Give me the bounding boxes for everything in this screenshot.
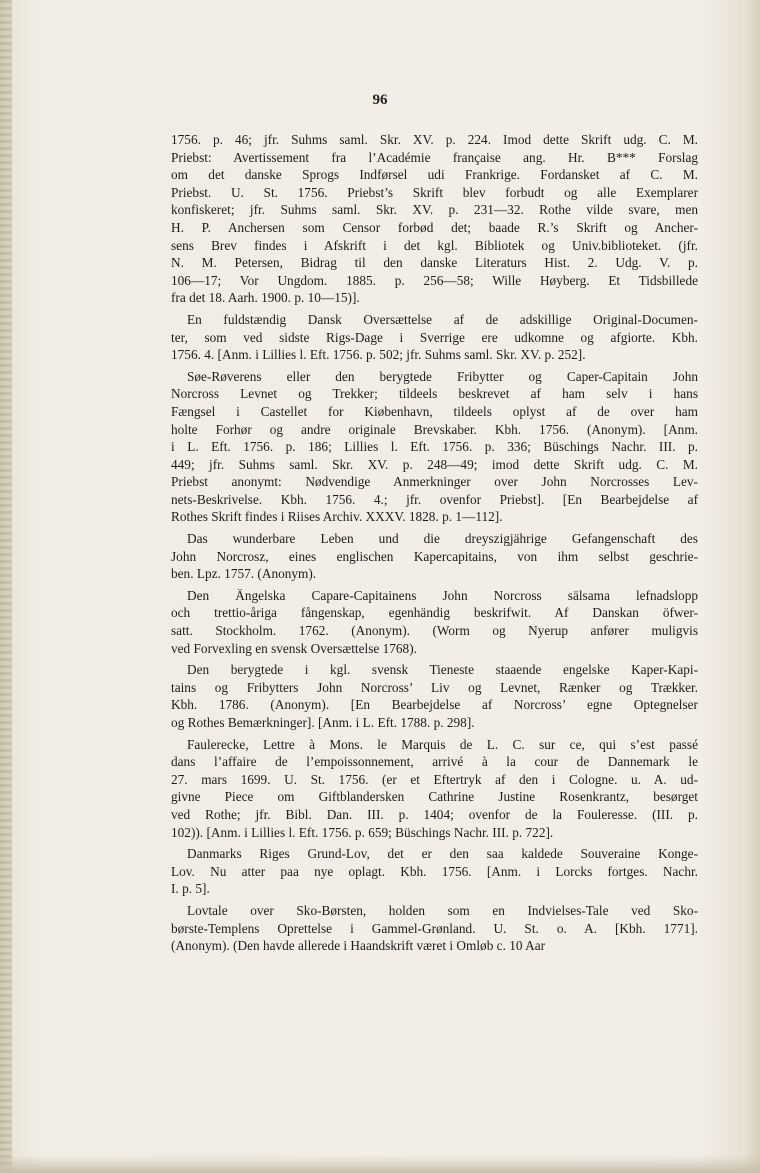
page-binding-edge: [0, 0, 12, 1173]
text-line: holte Forhør og andre originale Brevskaber. Kbh. 1756. (Anonym). [Anm.: [171, 421, 698, 437]
text-line: och trettio-åriga fångenskap, egenhändig beskrifwit. Af Danskan öfwer-: [171, 605, 698, 621]
bibliography-entry: [171, 368, 698, 526]
page-bottom-edge: [0, 1155, 760, 1173]
text-line: Søe-Røverens eller den berygtede Fribytter og Caper-Capitain John: [187, 368, 698, 384]
text-line: i L. Eft. 1756. p. 186; Lillies l. Eft. 1756. p. 336; Büschings Nachr. III. p.: [171, 439, 698, 455]
text-line: Norcross Levnet og Trekker; tildeels beskrevet af ham selv i hans: [171, 386, 698, 402]
text-line: John Norcrosz, eines englischen Kapercapitains, von ihm selbst geschrie-: [171, 548, 698, 564]
text-line: sens Brev findes i Afskrift i det kgl. Bibliotek og Univ.biblioteket. (jfr.: [171, 237, 698, 253]
text-line: Lovtale over Sko-Børsten, holden som en Indvielses-Tale ved Sko-: [187, 902, 698, 918]
text-line: ved Forvexling en svensk Oversættelse 1768).: [171, 640, 417, 656]
text-line: tains og Fribytters John Norcross’ Liv og Levnet, Rænker og Trækker.: [171, 679, 698, 695]
text-line: 27. mars 1699. U. St. 1756. (er et Eftertryk af den i Cologne. u. A. ud-: [171, 771, 698, 787]
bibliography-entry: [171, 736, 698, 842]
bibliography-entry: [171, 131, 698, 307]
text-line: Priebst. U. St. 1756. Priebst’s Skrift blev forbudt og alle Exemplarer: [171, 184, 698, 200]
text-line: (Anonym). (Den havde allerede i Haandskrift været i Omløb c. 10 Aar: [171, 938, 546, 954]
text-line: dans l’affaire de l’empoissonnement, arrivé à la cour de Dannemark le: [171, 754, 698, 770]
text-line: Priebst: Avertissement fra l’Académie française ang. Hr. B*** Forslag: [171, 149, 698, 165]
bibliography-entry: [171, 661, 698, 731]
text-line: I. p. 5].: [171, 881, 210, 897]
text-line: H. P. Anchersen som Censor forbød det; baade R.’s Skrift og Ancher-: [171, 219, 698, 235]
text-line: N. M. Petersen, Bidrag til den danske Literaturs Hist. 2. Udg. V. p.: [171, 255, 698, 271]
text-line: Den Ängelska Capare-Capitainens John Norcross sälsama lefnadslopp: [187, 587, 698, 603]
text-line: Fængsel i Castellet for Kiøbenhavn, tildeels oplyst af de over ham: [171, 403, 698, 419]
bibliography-entry: [171, 587, 698, 657]
text-line: ter, som ved sidste Rigs-Dage i Sverrige ere udkomne og afgiorte. Kbh.: [171, 329, 698, 345]
text-line: satt. Stockholm. 1762. (Anonym). (Worm og Nyerup anfører muligvis: [171, 623, 698, 639]
text-line: konfiskeret; jfr. Suhms saml. Skr. XV. p. 231—32. Rothe vilde svare, men: [171, 202, 698, 218]
text-line: og Rothes Bemærkninger]. [Anm. i L. Eft. 1788. p. 298].: [171, 715, 475, 730]
text-line: En fuldstændig Dansk Oversættelse af de adskillige Original-Documen-: [187, 311, 698, 327]
text-line: ved Rothe; jfr. Bibl. Dan. III. p. 1404; ovenfor de la Fouleresse. (III. p.: [171, 806, 698, 822]
text-line: ben. Lpz. 1757. (Anonym).: [171, 566, 317, 582]
bibliography-entry: [171, 311, 698, 364]
text-line: 1756. 4. [Anm. i Lillies l. Eft. 1756. p. 502; jfr. Suhms saml. Skr. XV. p. 252].: [171, 347, 586, 363]
text-line: fra det 18. Aarh. 1900. p. 10—15)].: [171, 290, 360, 306]
text-line: 106—17; Vor Ungdom. 1885. p. 256—58; Wille Høyberg. Et Tidsbillede: [171, 272, 698, 288]
text-line: Den berygtede i kgl. svensk Tieneste staaende engelske Kaper-Kapi-: [187, 662, 698, 678]
text-line: givne Piece om Giftblandersken Cathrine Justine Rosenkrantz, besørget: [171, 789, 698, 805]
bibliography-entry: [171, 530, 698, 583]
bibliography-entry: [171, 845, 698, 898]
text-line: Priebst anonymt: Nødvendige Anmerkninger over John Norcrosses Lev-: [171, 474, 698, 490]
bibliography-entry: [171, 902, 698, 955]
text-line: Faulerecke, Lettre à Mons. le Marquis de L. C. sur ce, qui s’est passé: [187, 736, 698, 752]
text-line: Danmarks Riges Grund-Lov, det er den saa kaldede Souveraine Konge-: [187, 846, 698, 862]
text-line: 102)). [Anm. i Lillies l. Eft. 1756. p. 659; Büschings Nachr. III. p. 722].: [171, 824, 554, 840]
text-line: om det danske Sprogs Indførsel udi Frankrige. Fordansket af C. M.: [171, 167, 698, 183]
text-line: børste-Templens Oprettelse i Gammel-Grønland. U. St. o. A. [Kbh. 1771].: [171, 920, 698, 936]
text-line: 449; jfr. Suhms saml. Skr. XV. p. 248—49; imod dette Skrift udg. C. M.: [171, 456, 698, 472]
body-text: [171, 131, 698, 959]
text-line: Rothes Skrift findes i Riises Archiv. XXXV. 1828. p. 1—112].: [171, 509, 503, 525]
text-line: Kbh. 1786. (Anonym). [En Bearbejdelse af Norcross’ egne Optegnelser: [171, 697, 698, 713]
text-line: nets-Beskrivelse. Kbh. 1756. 4.; jfr. ovenfor Priebst]. [En Bearbejdelse af: [171, 491, 698, 507]
text-line: Lov. Nu atter paa nye oplagt. Kbh. 1756. [Anm. i Lorcks fortges. Nachr.: [171, 863, 698, 879]
page-number: 96: [372, 92, 388, 108]
text-line: Das wunderbare Leben und die dreyszigjährige Gefangenschaft des: [187, 531, 698, 547]
text-line: 1756. p. 46; jfr. Suhms saml. Skr. XV. p. 224. Imod dette Skrift udg. C. M.: [171, 132, 698, 147]
